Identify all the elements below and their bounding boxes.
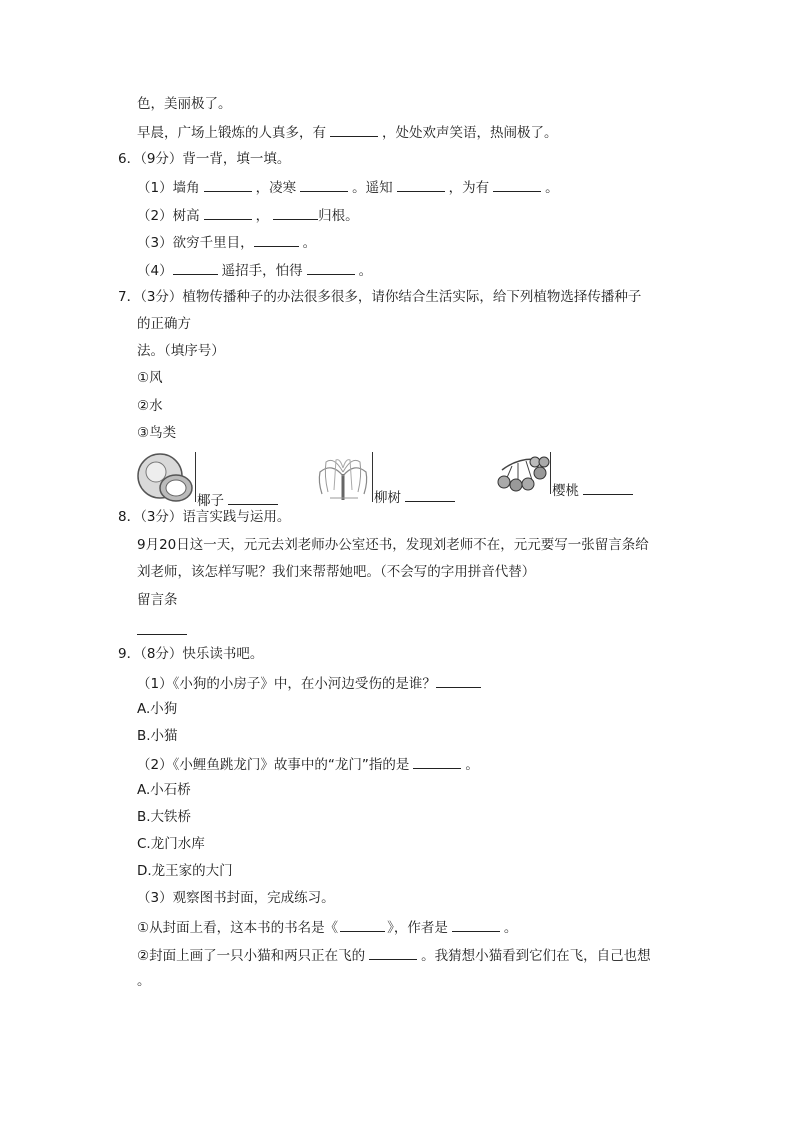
q6-text: （4） xyxy=(137,263,173,279)
question-9-part-3-1 xyxy=(137,917,517,937)
q9-text: 。我猜想小猫看到它们在飞，自己也想 xyxy=(421,948,651,964)
question-6-heading: 6．（9分）背一背，填一填。 xyxy=(118,151,291,167)
option-wind: ①风 xyxy=(137,370,163,386)
answer-blank[interactable] xyxy=(204,177,252,192)
question-6-line-3 xyxy=(137,232,316,252)
answer-blank[interactable] xyxy=(397,177,445,192)
answer-blank[interactable] xyxy=(137,620,187,635)
q6-text: ，凌寒 xyxy=(255,180,297,196)
answer-blank[interactable] xyxy=(413,754,461,769)
option-c: C.龙门水库 xyxy=(137,836,205,852)
q6-text: 。 xyxy=(358,263,373,279)
answer-blank[interactable] xyxy=(340,917,385,932)
question-9-part-3: （3）观察图书封面，完成练习。 xyxy=(137,890,335,906)
question-7-line-2: 的正确方 xyxy=(137,316,191,332)
question-9-part-3-2 xyxy=(137,945,651,965)
q6-text: 。 xyxy=(302,235,317,251)
q6-text: （2）树高 xyxy=(137,208,200,224)
q9-text: ②封面上画了一只小猫和两只正在飞的 xyxy=(137,948,366,964)
answer-blank[interactable] xyxy=(228,490,278,505)
question-9-part-2 xyxy=(137,754,479,774)
question-8-line-2: 刘老师，该怎样写呢？我们来帮帮她吧。（不会写的字用拼音代替） xyxy=(137,564,536,580)
answer-blank[interactable] xyxy=(300,177,348,192)
answer-blank[interactable] xyxy=(369,945,417,960)
question-9-part-3-2-end: 。 xyxy=(137,973,151,989)
q9-text: （2）《小鲤鱼跳龙门》故事中的“龙门”指的是 xyxy=(137,757,410,773)
question-9-part-1 xyxy=(137,673,485,693)
q6-text: ，为有 xyxy=(448,180,490,196)
question-8-line-1: 9月20日这一天，元元去刘老师办公室还书，发现刘老师不在，元元要写一张留言条给 xyxy=(137,537,649,553)
q9-text: 》，作者是 xyxy=(387,920,448,936)
q6-text: （1）墙角 xyxy=(137,180,200,196)
q6-text: ， xyxy=(255,208,270,224)
q6-text: （3）欲穷千里目， xyxy=(137,235,254,251)
plant-label-willow xyxy=(374,487,459,507)
q9-text: ①从封面上看，这本书的书名是《 xyxy=(137,920,339,936)
q9-text: 。 xyxy=(465,757,479,773)
answer-blank[interactable] xyxy=(583,480,633,495)
answer-blank[interactable] xyxy=(452,917,500,932)
answer-blank[interactable] xyxy=(254,232,299,247)
question-9-heading: 9．（8分）快乐读书吧。 xyxy=(118,646,264,662)
option-birds: ③鸟类 xyxy=(137,425,177,441)
q6-text: 。 xyxy=(545,180,559,196)
intro-line-2-b: ，处处欢声笑语，热闹极了。 xyxy=(382,125,558,141)
answer-blank[interactable] xyxy=(273,205,318,220)
q9-text: 。 xyxy=(503,920,518,936)
question-6-line-4 xyxy=(137,260,372,280)
answer-blank[interactable] xyxy=(436,673,481,688)
answer-blank[interactable] xyxy=(493,177,541,192)
plant-name: 椰子 xyxy=(197,493,224,509)
answer-blank[interactable] xyxy=(204,205,252,220)
plant-name: 柳树 xyxy=(374,490,401,506)
plant-name: 樱桃 xyxy=(552,483,579,499)
question-7-line-3: 法。（填序号） xyxy=(137,343,225,359)
divider xyxy=(195,452,196,502)
answer-blank[interactable] xyxy=(330,122,378,137)
intro-line-1: 色，美丽极了。 xyxy=(137,96,232,112)
option-a: A.小狗 xyxy=(137,701,178,717)
willow-icon xyxy=(314,452,372,502)
intro-line-2-a: 早晨，广场上锻炼的人真多，有 xyxy=(137,125,326,141)
note-title: 留言条 xyxy=(137,592,178,608)
plant-label-cherry xyxy=(552,480,637,500)
divider xyxy=(550,452,551,494)
answer-blank[interactable] xyxy=(307,260,355,275)
q6-text: 归根。 xyxy=(318,208,359,224)
option-water: ②水 xyxy=(137,398,163,414)
q9-text: （1）《小狗的小房子》中，在小河边受伤的是谁？ xyxy=(137,676,436,692)
coconut-icon xyxy=(136,452,196,504)
q6-text: 。遥知 xyxy=(352,180,393,196)
question-6-line-1 xyxy=(137,177,559,197)
plant-label-coconut xyxy=(197,490,282,510)
cherry-icon xyxy=(492,452,550,494)
option-b: B.大铁桥 xyxy=(137,809,192,825)
intro-line-2 xyxy=(137,122,558,142)
question-6-line-2 xyxy=(137,205,359,225)
question-8-heading: 8．（3分）语言实践与运用。 xyxy=(118,509,291,525)
option-b: B.小猫 xyxy=(137,728,178,744)
divider xyxy=(372,452,373,502)
q6-text: 遥招手，怕得 xyxy=(221,263,303,279)
option-d: D.龙王家的大门 xyxy=(137,863,233,879)
answer-blank[interactable] xyxy=(173,260,218,275)
question-7-heading: 7．（3分）植物传播种子的办法很多很多，请你结合生活实际，给下列植物选择传播种子 xyxy=(118,289,642,305)
answer-blank[interactable] xyxy=(405,487,455,502)
option-a: A.小石桥 xyxy=(137,782,191,798)
